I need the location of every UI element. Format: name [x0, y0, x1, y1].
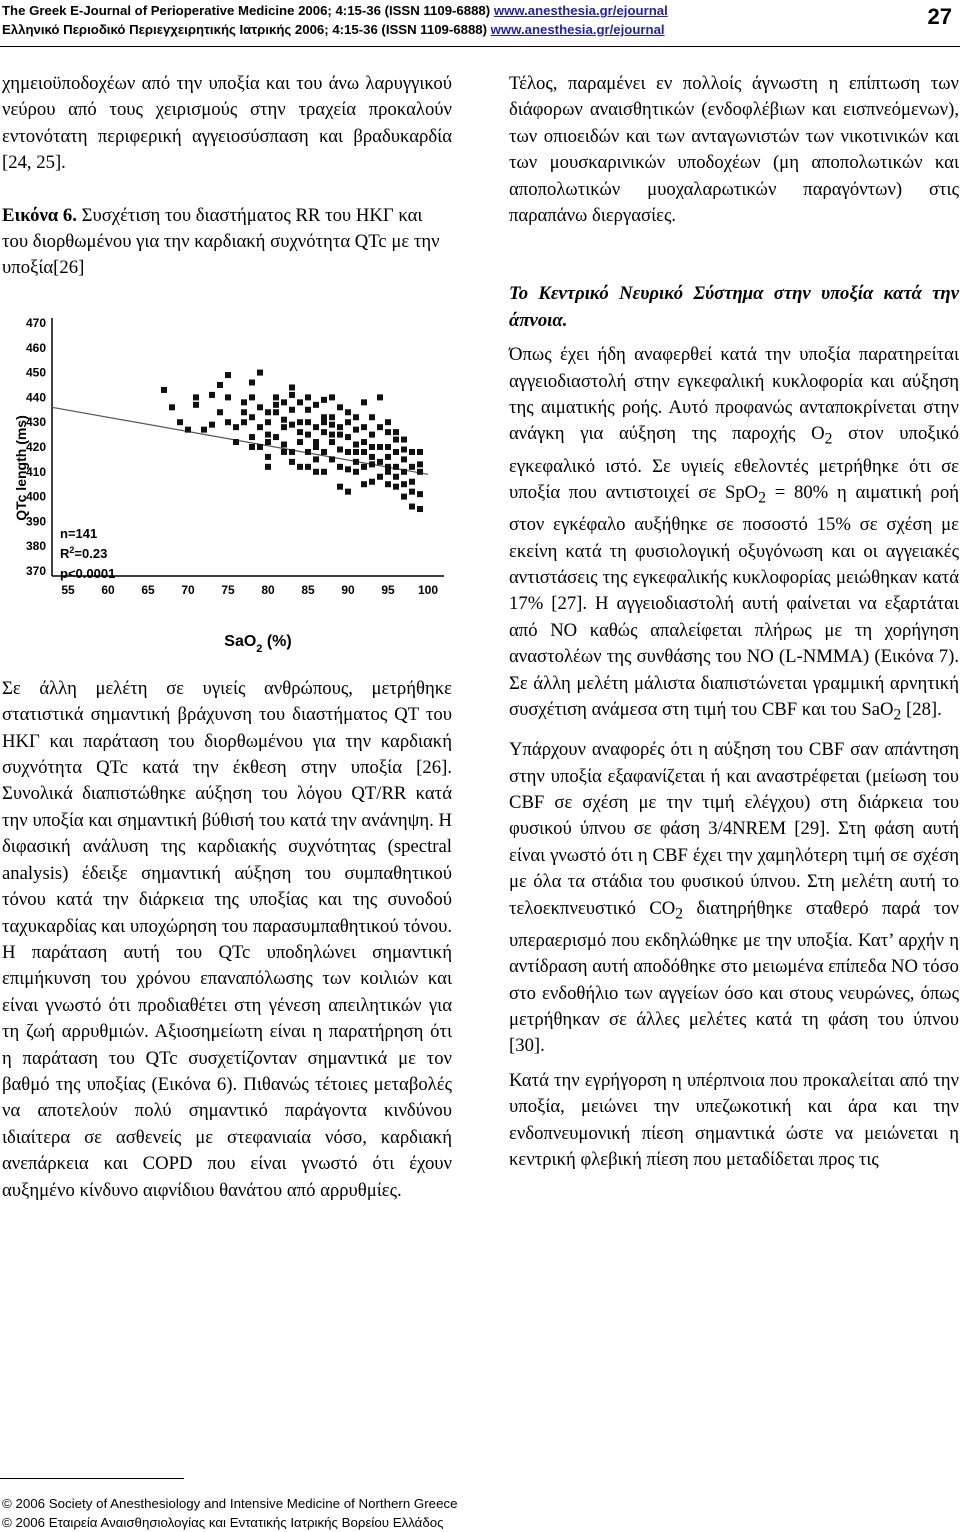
- header-journal-gr: [2, 22, 665, 37]
- data-point: [385, 464, 391, 470]
- footer-divider: [0, 1478, 184, 1479]
- data-point: [289, 407, 295, 413]
- data-point: [297, 419, 303, 425]
- data-point: [185, 426, 191, 432]
- data-point: [241, 409, 247, 415]
- y-tick-label: 410: [25, 464, 46, 479]
- data-point: [345, 434, 351, 440]
- y-tick-label: 370: [25, 563, 46, 578]
- y-tick-label: 450: [25, 365, 46, 380]
- data-point: [297, 464, 303, 470]
- page-number: 27: [927, 4, 952, 29]
- data-point: [305, 419, 311, 425]
- data-point: [353, 459, 359, 465]
- annotation-r2-value: =0.23: [74, 545, 108, 561]
- header-url-link-2[interactable]: www.anesthesia.gr/ejournal: [490, 22, 665, 37]
- data-point: [305, 431, 311, 437]
- data-point: [409, 464, 415, 470]
- data-point: [361, 464, 367, 470]
- right-paragraph-3: Κατά την εγρήγορση η υπέρπνοια που προκαλείται από την υποξία, μειώνει την υπεζωκοτική και άρα και την ενδοπνευμονική πίεση σημαντικά ώστε να μειώνεται η κεντρική φλεβική πίεση που μεταδίδεται προς τις: [509, 1069, 959, 1170]
- data-point: [241, 399, 247, 405]
- data-point: [217, 382, 223, 388]
- right-paragraph-top: Τέλος, παραμένει εν πολλοίς άγνωστη η επίπτωση των διάφορων αναισθητικών (ενδοφλέβιων και εισπνεόμενων), των οπιοειδών και των ανταγωνιστών των νικοτινικών και των μουσκαρινικών υποδοχέων (μη αποπολωτικών και αποπολωτικών μυοχαλαρωτικών παραγόντων) στις παραπάνω διεργασίες.: [509, 73, 959, 227]
- data-point: [273, 409, 279, 415]
- data-point: [361, 481, 367, 487]
- right-paragraph-2b: διατηρήθηκε σταθερό παρά τον υπεραερισμό που εκδηλώθηκε με την υποξία. Κατ’ αρχήν η αντίδραση αυτή αποδόθηκε στο μειωμένα επίπεδα NO τόσο στο ενδοθήλιο των αγγείων όσο και στους νευρώνες, όπως μετρήθηκαν σε άλλες μελέτες κατά τη φάση του ύπνου [30].: [509, 897, 959, 1057]
- data-point: [393, 484, 399, 490]
- data-point: [329, 439, 335, 445]
- data-point: [385, 481, 391, 487]
- subscript-spo2: 2: [758, 489, 766, 507]
- data-point: [385, 454, 391, 460]
- data-point: [321, 414, 327, 420]
- x-tick-label: 100: [417, 582, 439, 597]
- data-point: [361, 439, 367, 445]
- data-point: [393, 449, 399, 455]
- data-point: [337, 464, 343, 470]
- x-tick-label: 80: [261, 582, 275, 597]
- data-point: [417, 461, 423, 467]
- x-tick-label: 95: [381, 582, 395, 597]
- data-point: [329, 431, 335, 437]
- data-point: [393, 464, 399, 470]
- data-point: [409, 503, 415, 509]
- right-paragraph-2: [509, 737, 959, 1060]
- data-point: [345, 419, 351, 425]
- data-point: [377, 444, 383, 450]
- data-point: [361, 399, 367, 405]
- subscript-sao2: 2: [893, 706, 902, 724]
- data-point: [289, 449, 295, 455]
- data-point: [257, 404, 263, 410]
- data-point: [161, 387, 167, 393]
- data-point: [377, 394, 383, 400]
- x-tick-label: 85: [301, 582, 315, 597]
- data-point: [361, 424, 367, 430]
- x-tick-label: 60: [101, 582, 115, 597]
- right-paragraph-2a: Υπάρχουν αναφορές ότι η αύξηση του CBF σαν απάντηση στην υποξία εξαφανίζεται ή και αναστρέφεται (μείωση του CBF σε σχέση με την τιμή ελέγχου) στη διάρκεια του φυσικού ύπνου σε φάση 3/4NREM [29]. Στη φάση αυτή είναι γνωστό ότι η CBF έχει την χαμηλότερη τιμή σε σχέση με όλα τα στάδια του φυσικού ύπνου. Στη μελέτη αυτή το τελοεκπνευστικό CO: [509, 739, 959, 919]
- data-point: [249, 379, 255, 385]
- data-point: [201, 426, 207, 432]
- data-point: [369, 431, 375, 437]
- data-point: [289, 392, 295, 398]
- y-tick-label: 420: [25, 439, 46, 454]
- data-point: [345, 466, 351, 472]
- data-point: [265, 464, 271, 470]
- data-point: [257, 444, 263, 450]
- y-tick-label: 470: [25, 315, 46, 330]
- data-point: [353, 469, 359, 475]
- y-axis-label: QTc length (ms): [13, 415, 29, 521]
- data-point: [193, 402, 199, 408]
- data-point: [385, 429, 391, 435]
- y-tick-label: 400: [25, 489, 46, 504]
- data-point: [273, 402, 279, 408]
- y-tick-label: 460: [25, 340, 46, 355]
- x-axis-label-main: SaO: [224, 632, 257, 650]
- data-point: [313, 469, 319, 475]
- data-point: [273, 434, 279, 440]
- left-paragraph-top: χημειοϋποδοχέων από την υποξία και του άνω λαρυγγικού νεύρου από τους χειρισμούς στην τραχεία προκαλούν εντονότατη περιφερική αγγειοσύσπαση και βραδυκαρδία [24, 25].: [2, 73, 452, 174]
- page-footer: [0, 1478, 960, 1532]
- right-paragraph-1a: Όπως έχει ήδη αναφερθεί κατά την υποξία παρατηρείται αγγειοδιαστολή στην εγκεφαλική κυκλοφορία και αύξηση της αιματικής ροής. Αυτό προφανώς ανταποκρίνεται στην ανάγκη για αύξηση της παροχής O: [509, 344, 959, 445]
- data-point: [233, 424, 239, 430]
- data-point: [401, 456, 407, 462]
- header-journal-en: [2, 3, 668, 18]
- data-point: [297, 399, 303, 405]
- data-point: [345, 409, 351, 415]
- footer-copyright-en: © 2006 Society of Anesthesiology and Intensive Medicine of Northern Greece: [2, 1496, 458, 1511]
- data-point: [377, 459, 383, 465]
- right-paragraph-1b: στον υποξικό εγκεφαλικό ιστό. Σε υγιείς εθελοντές μετρήθηκε ότι σε υποξία που αντιστοιχεί σε SpO: [509, 423, 959, 504]
- data-point: [281, 441, 287, 447]
- data-point: [417, 506, 423, 512]
- annotation-p: p<0.0001: [60, 565, 116, 581]
- data-point: [409, 449, 415, 455]
- data-point: [297, 439, 303, 445]
- data-point: [225, 372, 231, 378]
- data-point: [281, 417, 287, 423]
- header-journal-en-text: The Greek E-Journal of Perioperative Medicine 2006; 4:15-36 (ISSN 1109-6888): [2, 3, 494, 18]
- data-point: [313, 424, 319, 430]
- footer-copyright-gr: © 2006 Εταιρεία Αναισθησιολογίας και Εντατικής Ιατρικής Βορείου Ελλάδος: [2, 1515, 444, 1530]
- data-point: [337, 484, 343, 490]
- data-point: [385, 419, 391, 425]
- figure-6-chart: [2, 300, 452, 670]
- header-divider: [0, 46, 960, 47]
- data-point: [353, 441, 359, 447]
- data-point: [233, 439, 239, 445]
- data-point: [209, 422, 215, 428]
- data-point: [353, 449, 359, 455]
- header-url-link-1[interactable]: www.anesthesia.gr/ejournal: [493, 3, 668, 18]
- data-point: [345, 449, 351, 455]
- data-point: [313, 456, 319, 462]
- data-point: [257, 424, 263, 430]
- data-point: [297, 429, 303, 435]
- right-paragraph-1c: = 80% η αιματική ροή στον εγκέφαλο αυξήθηκε σε ποσοστό 15% σε σχέση με εκείνη κατά τη φυσιολογική οξυγόνωση και οι αγγειακές αντιστάσεις της εγκεφαλικής κυκλοφορίας μειώθηκαν κατά 17% [27]. Η αγγειοδιαστολή αυτή φαίνεται να εξαρτάται από NO καθώς απαλείφεται πλήρως με τη χορήγηση αναστολέων της συνθάσης του NO (L-NMMA) (Εικόνα 7). Σε άλλη μελέτη μάλιστα διαπιστώνεται γραμμική αρνητική συσχέτιση ανάμεσα στη τιμή του CBF και του SaO: [509, 482, 959, 720]
- data-point: [305, 449, 311, 455]
- data-point: [417, 491, 423, 497]
- data-point: [273, 394, 279, 400]
- x-tick-label: 70: [181, 582, 195, 597]
- data-point: [369, 454, 375, 460]
- data-point: [249, 434, 255, 440]
- figure-caption-text: Συσχέτιση του διαστήματος RR του ΗΚΓ και του διορθωμένου για την καρδιακή συχνότητα QTc με την υποξία[26]: [2, 204, 440, 279]
- data-point: [169, 404, 175, 410]
- data-point: [281, 449, 287, 455]
- data-point: [193, 394, 199, 400]
- data-point: [209, 392, 215, 398]
- data-point: [217, 409, 223, 415]
- data-point: [265, 431, 271, 437]
- data-point: [305, 394, 311, 400]
- data-point: [345, 488, 351, 494]
- data-point: [337, 424, 343, 430]
- data-point: [417, 449, 423, 455]
- data-point: [377, 474, 383, 480]
- data-point: [313, 402, 319, 408]
- data-point: [393, 474, 399, 480]
- data-point: [353, 414, 359, 420]
- data-point: [257, 369, 263, 375]
- data-point: [329, 394, 335, 400]
- data-point: [401, 436, 407, 442]
- data-point: [177, 419, 183, 425]
- data-point: [329, 456, 335, 462]
- data-point: [289, 384, 295, 390]
- data-point: [417, 469, 423, 475]
- right-paragraph-1d: [28].: [901, 699, 942, 720]
- data-point: [377, 424, 383, 430]
- data-point: [329, 422, 335, 428]
- right-column: [509, 71, 959, 1173]
- data-point: [401, 481, 407, 487]
- y-tick-label: 390: [25, 514, 46, 529]
- data-point: [305, 407, 311, 413]
- data-point: [305, 464, 311, 470]
- data-point: [337, 404, 343, 410]
- data-point: [225, 394, 231, 400]
- subscript-co2: 2: [675, 905, 684, 923]
- data-point: [401, 446, 407, 452]
- data-point: [321, 397, 327, 403]
- y-tick-label: 440: [25, 390, 46, 405]
- data-point: [265, 454, 271, 460]
- y-tick-label: 380: [25, 539, 46, 554]
- data-point: [225, 419, 231, 425]
- data-point: [265, 439, 271, 445]
- subscript-o2: 2: [824, 431, 833, 449]
- left-paragraph-body: Σε άλλη μελέτη σε υγιείς ανθρώπους, μετρήθηκε στατιστικά σημαντική βράχυνση του διαστήματος QT του ΗΚΓ και παράταση του διορθωμένου για την καρδιακή συχνότητα QTc κατά την έκθεση στην υποξία [26]. Συνολικά διαπιστώθηκε αύξηση του λόγου QT/RR κατά την υποξία και σημαντική βύθισή του κατά την ανάνηψη. Η διφασική ανάλυση της καρδιακής συχνότητας (spectral analysis) έδειξε σημαντική αύξηση του συμπαθητικού τόνου κατά την διάρκεια της υποξίας και της συνοδού ταχυκαρδίας και υποχώρηση του παρασυμπαθητικού τόνου. Η παράταση αυτή του QTc υποδηλώνει σημαντική επιμήκυνση του χρόνου επαναπόλωσης των κοιλιών και είναι γνωστό ότι προδιαθέτει στη γένεση απειλητικών για τη ζωή αρρυθμιών. Αξιοσημείωτη είναι η παρατήρηση ότι η παράταση του QTc συσχετίζονταν σημαντικά με τον βαθμό της υποξίας (Εικόνα 6). Πιθανώς τέτοιες μεταβολές να αποτελούν πολύ σημαντικό παράγοντα κινδύνου ιδιαίτερα σε ασθενείς με στεφανιαία νόσο, καρδιακή ανεπάρκεια και COPD που είναι γνωστό ότι έχουν αυξημένο κίνδυνο αιφνίδιου θανάτου από αρρυθμίες.: [2, 677, 452, 1201]
- right-paragraph-1: [509, 342, 959, 729]
- annotation-r2: [60, 545, 107, 561]
- data-point: [409, 488, 415, 494]
- data-point: [313, 444, 319, 450]
- data-point: [369, 461, 375, 467]
- data-point: [401, 469, 407, 475]
- data-point: [337, 446, 343, 452]
- data-point: [385, 444, 391, 450]
- data-point: [281, 424, 287, 430]
- data-point: [289, 459, 295, 465]
- page-header: [0, 0, 960, 44]
- data-point: [409, 479, 415, 485]
- chart-background: [2, 300, 452, 670]
- x-tick-label: 65: [141, 582, 155, 597]
- annotation-r2-label: R: [60, 545, 70, 561]
- data-point: [289, 422, 295, 428]
- x-tick-label: 55: [61, 582, 75, 597]
- header-journal-gr-text: Ελληνικό Περιοδικό Περιεγχειρητικής Ιατρικής 2006; 4:15-36 (ISSN 1109-6888): [2, 22, 491, 37]
- x-axis-label-sub: 2: [256, 642, 263, 655]
- x-tick-label: 90: [341, 582, 355, 597]
- left-column: [2, 71, 452, 1204]
- data-point: [369, 414, 375, 420]
- data-point: [393, 436, 399, 442]
- figure-caption: [2, 203, 452, 282]
- data-point: [369, 479, 375, 485]
- data-point: [321, 449, 327, 455]
- data-point: [337, 431, 343, 437]
- data-point: [353, 426, 359, 432]
- data-point: [249, 414, 255, 420]
- section-heading: Το Κεντρικό Νευρικό Σύστημα στην υποξία κατά την άπνοια.: [509, 283, 959, 331]
- data-point: [393, 429, 399, 435]
- annotation-n: n=141: [60, 525, 98, 541]
- data-point: [329, 414, 335, 420]
- data-point: [241, 419, 247, 425]
- y-tick-label: 430: [25, 415, 46, 430]
- data-point: [401, 493, 407, 499]
- data-point: [369, 444, 375, 450]
- data-point: [265, 419, 271, 425]
- x-axis-label-unit: (%): [262, 632, 292, 650]
- data-point: [361, 449, 367, 455]
- figure-caption-label: Εικόνα 6.: [2, 204, 77, 226]
- data-point: [249, 394, 255, 400]
- x-tick-label: 75: [221, 582, 235, 597]
- data-point: [321, 429, 327, 435]
- annotation-r2-sup: 2: [69, 544, 75, 555]
- data-point: [321, 469, 327, 475]
- data-point: [281, 399, 287, 405]
- data-point: [265, 409, 271, 415]
- scatter-plot: [2, 300, 452, 670]
- data-point: [249, 444, 255, 450]
